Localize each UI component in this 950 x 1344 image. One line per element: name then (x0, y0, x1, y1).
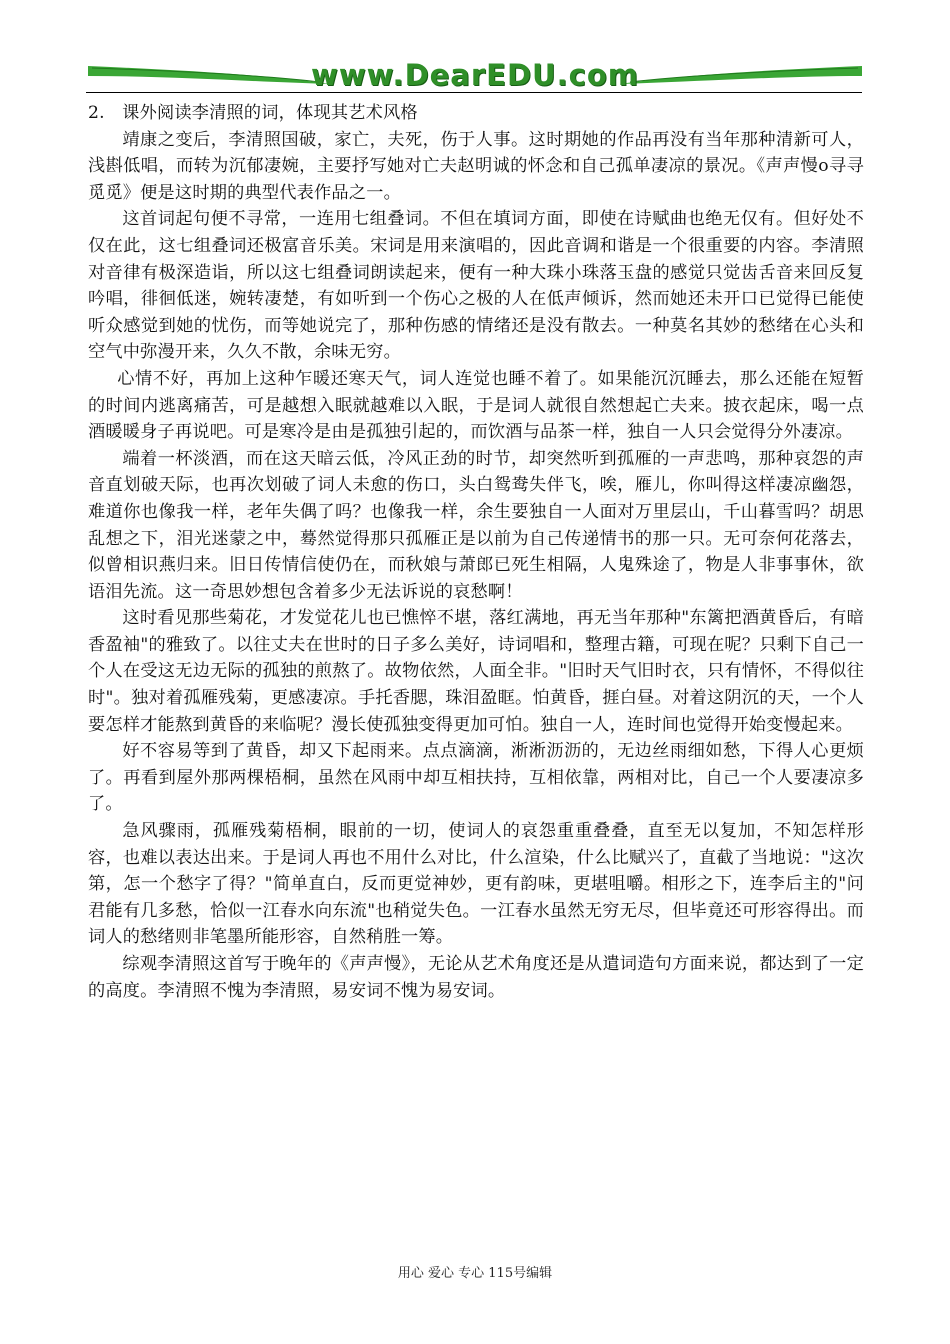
paragraph: 好不容易等到了黄昏，却又下起雨来。点点滴滴，淅淅沥沥的，无边丝雨细如愁，下得人心更烦了。再看到屋外那两棵梧桐，虽然在风雨中却互相扶持，互相依靠，两相对比，自己一个人要凄凉多了。 (88, 741, 864, 815)
article-body (88, 100, 864, 1004)
header-divider (86, 92, 862, 93)
section-heading: 2. 课外阅读李清照的词，体现其艺术风格 (88, 103, 418, 123)
paragraph: 靖康之变后，李清照国破，家亡，夫死，伤于人事。这时期她的作品再没有当年那种清新可人，浅斟低唱，而转为沉郁凄婉，主要抒写她对亡夫赵明诚的怀念和自己孤单凄凉的景况。《声声慢ο寻寻觅觅》便是这时期的典型代表作品之一。 (88, 129, 864, 203)
paragraph: 综观李清照这首写于晚年的《声声慢》，无论从艺术角度还是从遣词造句方面来说，都达到了一定的高度。李清照不愧为李清照，易安词不愧为易安词。 (88, 954, 864, 1001)
page-footer: 用心 爱心 专心 115号编辑 (397, 1266, 553, 1281)
paragraph: 端着一杯淡酒，而在这天暗云低，冷风正劲的时节，却突然听到孤雁的一声悲鸣，那种哀怨的声音直划破天际，也再次划破了词人未愈的伤口，头白鸳鸯失伴飞，唉，雁儿，你叫得这样凄凉幽怨，难道你也像我一样，老年失偶了吗？也像我一样，余生要独自一人面对万里层山，千山暮雪吗？胡思乱想之下，泪光迷蒙之中，蓦然觉得那只孤雁正是以前为自己传递情书的那一只。无可奈何花落去，似曾相识燕归来。旧日传情信使仍在，而秋娘与萧郎已死生相隔，人鬼殊途了，物是人非事事休，欲语泪先流。这一奇思妙想包含着多少无法诉说的哀愁啊！ (88, 448, 864, 602)
paragraph: 这时看见那些菊花，才发觉花儿也已憔悴不堪，落红满地，再无当年那种"东篱把酒黄昏后，有暗香盈袖"的雅致了。以往丈夫在世时的日子多么美好，诗词唱和，整理古籍，可现在呢？只剩下自己一个人在受这无边无际的孤独的煎熬了。故物依然，人面全非。"旧时天气旧时衣，只有情怀，不得似往时"。独对着孤雁残菊，更感凄凉。手托香腮，珠泪盈眶。怕黄昏，捱白昼。对着这阴沉的天，一个人要怎样才能熬到黄昏的来临呢？漫长使孤独变得更加可怕。独自一人，连时间也觉得开始变慢起来。 (88, 608, 864, 735)
paragraph: 这首词起句便不寻常，一连用七组叠词。不但在填词方面，即使在诗赋曲也绝无仅有。但好处不仅在此，这七组叠词还极富音乐美。宋词是用来演唱的，因此音调和谐是一个很重要的内容。李清照对音律有极深造诣，所以这七组叠词朗读起来，便有一种大珠小珠落玉盘的感觉只觉齿舌音来回反复吟唱，徘徊低迷，婉转凄楚，有如听到一个伤心之极的人在低声倾诉，然而她还未开口已觉得已能使听众感觉到她的忧伤，而等她说完了，那种伤感的情绪还是没有散去。一种莫名其妙的愁绪在心头和空气中弥漫开来，久久不散，余味无穷。 (88, 209, 864, 363)
paragraph: 急风骤雨，孤雁残菊梧桐，眼前的一切，使词人的哀怨重重叠叠，直至无以复加，不知怎样形容，也难以表达出来。于是词人再也不用什么对比，什么渲染，什么比赋兴了，直截了当地说："这次第，怎一个愁字了得？"简单直白，反而更觉神妙，更有韵味，更堪咀嚼。相形之下，连李后主的"问君能有几多愁，恰似一江春水向东流"也稍觉失色。一江春水虽然无穷无尽，但毕竟还可形容得出。而词人的愁绪则非笔墨所能形容，自然稍胜一筹。 (88, 821, 864, 948)
paragraph: 心情不好，再加上这种乍暖还寒天气，词人连觉也睡不着了。如果能沉沉睡去，那么还能在短暂的时间内逃离痛苦，可是越想入眠就越难以入眠，于是词人就很自然想起亡夫来。披衣起床，喝一点酒暖暖身子再说吧。可是寒冷是由是孤独引起的，而饮酒与品茶一样，独自一人只会觉得分外凄凉。 (88, 368, 864, 443)
site-logo-text: www.DearEDU.com (311, 58, 639, 92)
page-header (0, 0, 950, 100)
